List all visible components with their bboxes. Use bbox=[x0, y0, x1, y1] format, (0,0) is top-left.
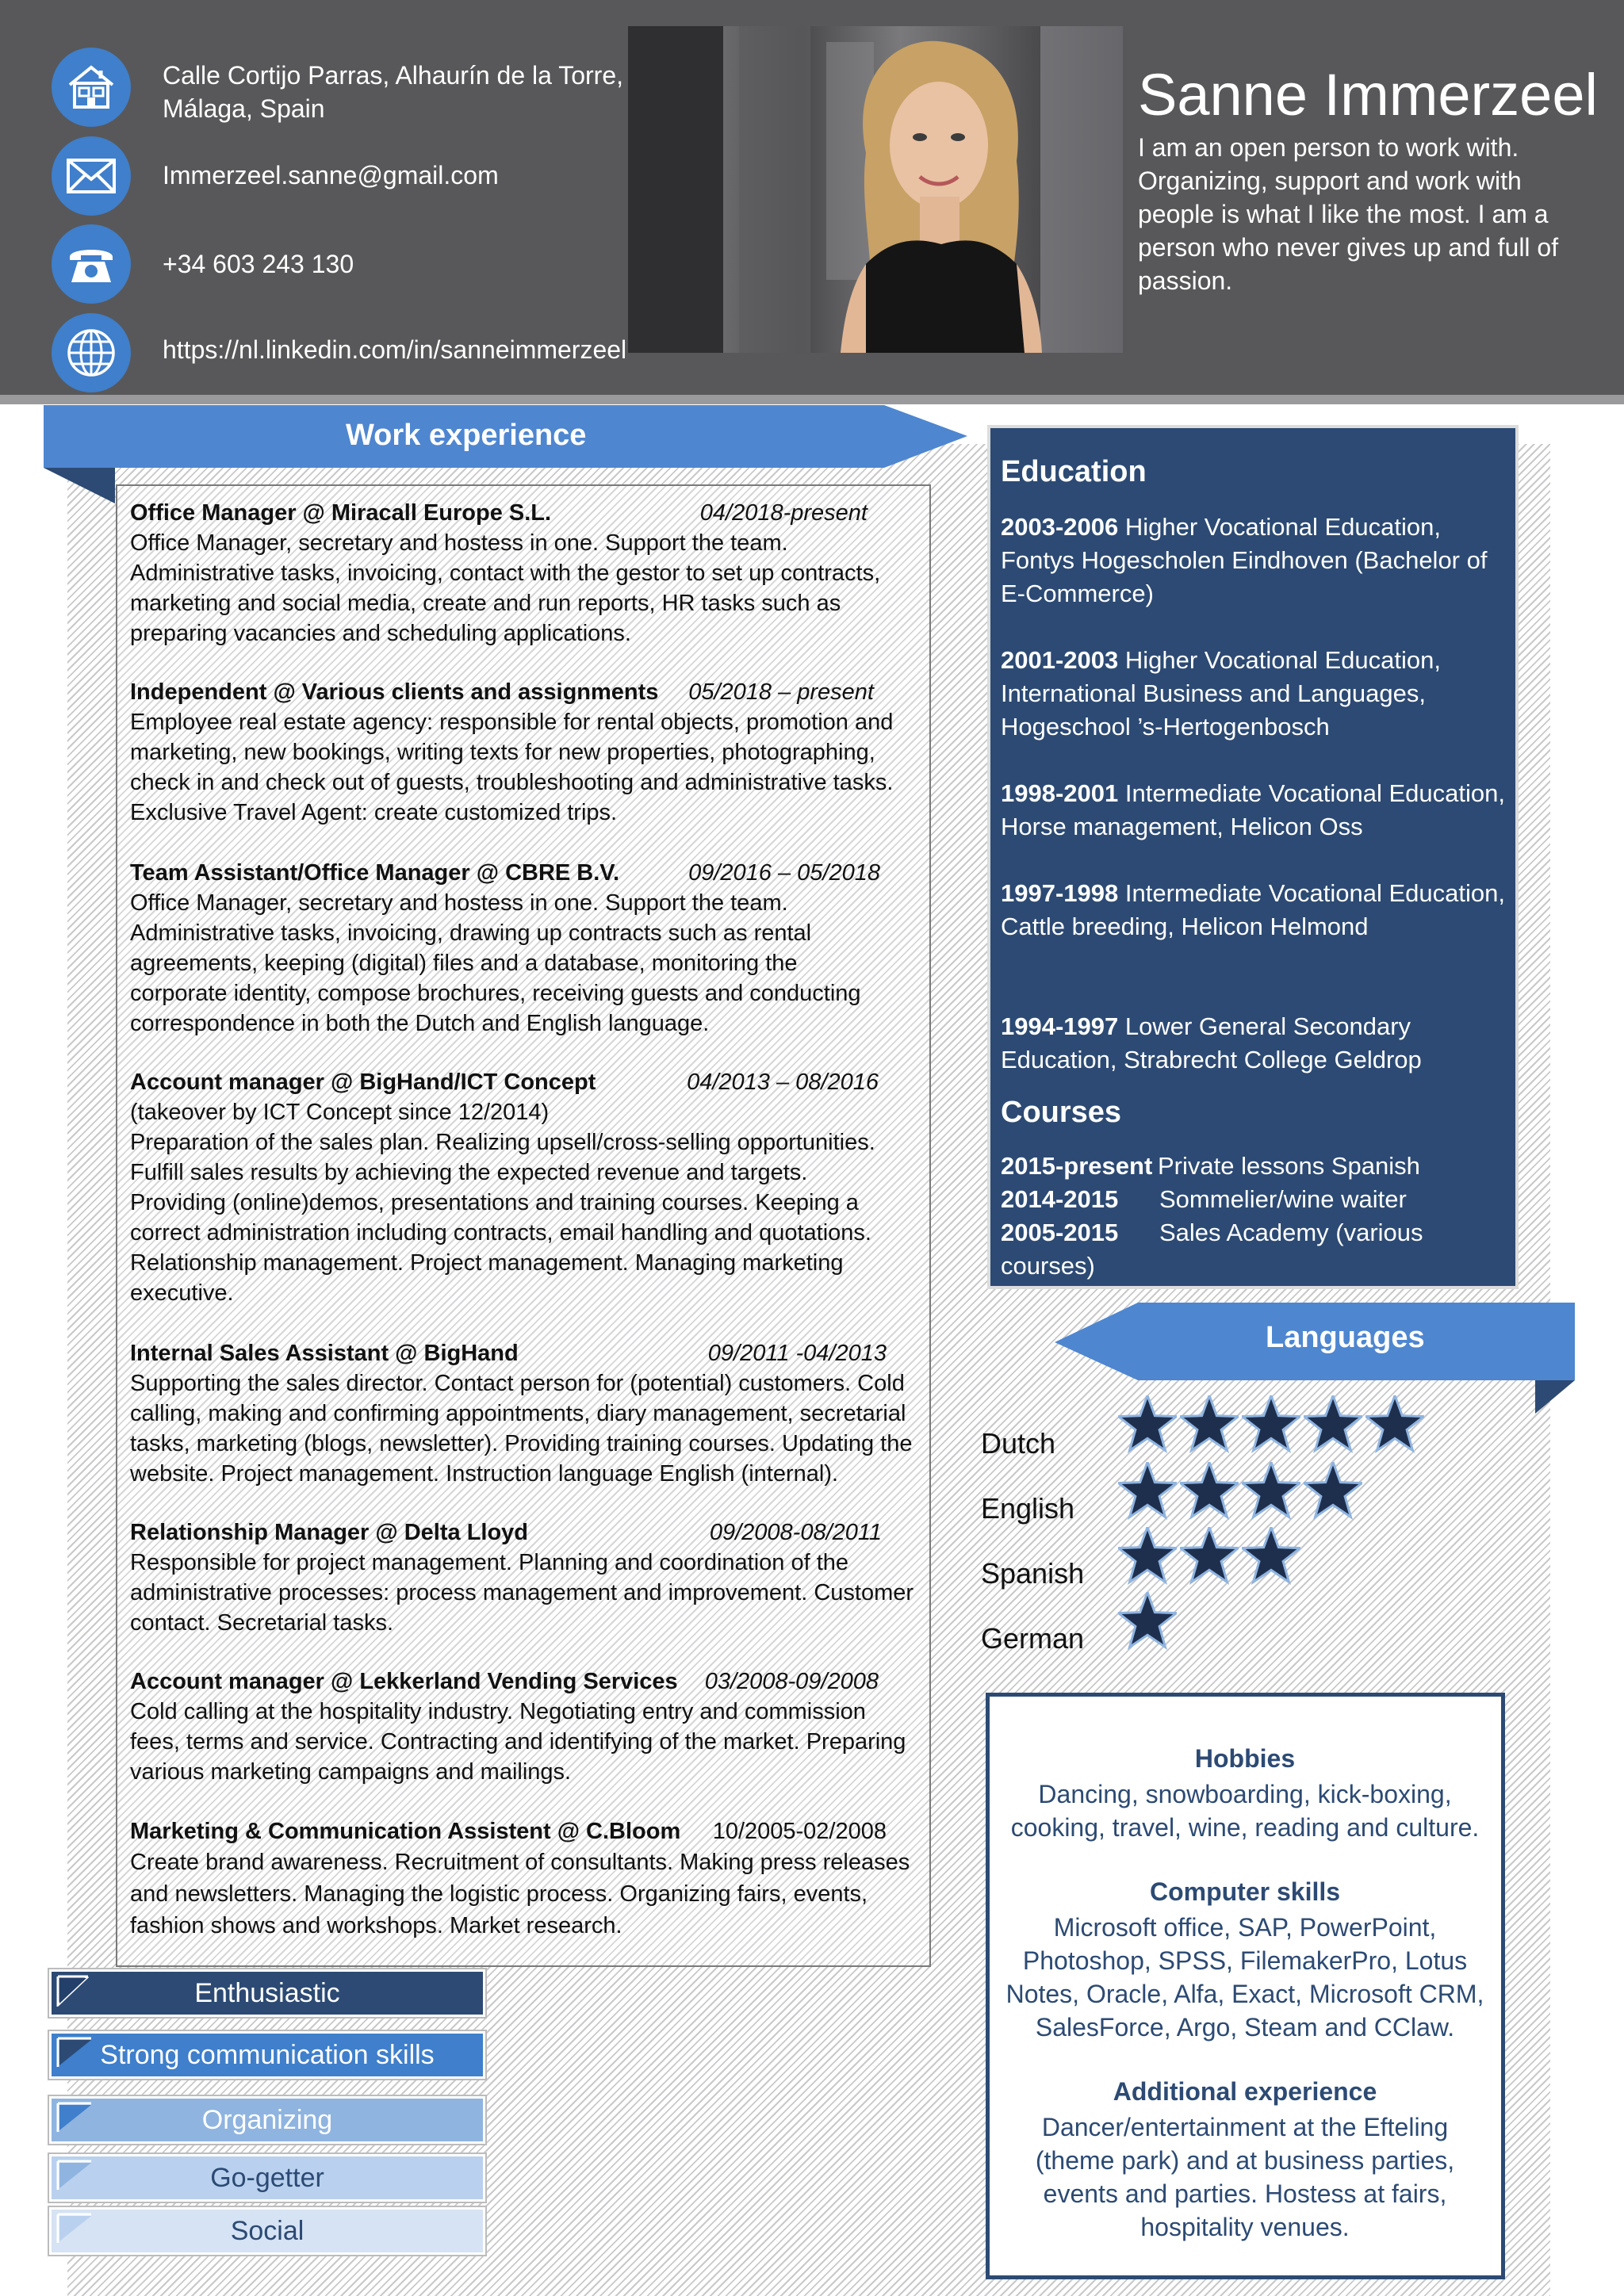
language-name: English bbox=[981, 1492, 1075, 1525]
trait-label: Go-getter bbox=[210, 2162, 324, 2193]
language-stars bbox=[1118, 1462, 1365, 1521]
phone-text[interactable]: +34 603 243 130 bbox=[163, 250, 354, 278]
globe-icon bbox=[66, 327, 117, 378]
education-text: Lower General Secondary Education, Strabrecht College Geldrop bbox=[1001, 1012, 1422, 1073]
envelope-icon bbox=[67, 159, 116, 193]
rating-star-icon bbox=[1304, 1395, 1362, 1454]
trait-corner-icon bbox=[56, 2213, 94, 2244]
job-description: Cold calling at the hospitality industry. Negotiating entry and commission fees, terms and service. Contracting and identifying of the market. Preparing various marketing campaigns and mailings. bbox=[130, 1699, 906, 1785]
job-description: Employee real estate agency: responsible for rental objects, promotion and marketing, new bookings, writing texts for new properties, photographing, check in and check out of guests, troubleshooting and administrative tasks. Exclusive Travel Agent: create customized trips. bbox=[130, 710, 894, 825]
languages-heading: Languages bbox=[1266, 1321, 1425, 1354]
rating-star-icon bbox=[1365, 1395, 1424, 1454]
job-entry bbox=[130, 1517, 923, 1638]
language-name: Spanish bbox=[981, 1557, 1085, 1590]
additional-experience-title: Additional experience bbox=[1113, 2077, 1377, 2106]
trait-label: Strong communication skills bbox=[100, 2039, 435, 2070]
course-item bbox=[1001, 1183, 1407, 1216]
trait-label: Organizing bbox=[201, 2104, 333, 2135]
job-title: Independent @ Various clients and assignments bbox=[130, 679, 659, 705]
hobbies-text: Dancing, snowboarding, kick-boxing, cooking, travel, wine, reading and culture. bbox=[1010, 1780, 1480, 1842]
website-icon-circle bbox=[52, 313, 131, 392]
courses-heading: Courses bbox=[1001, 1096, 1122, 1129]
course-text: Sommelier/wine waiter bbox=[1159, 1185, 1407, 1213]
job-description: Office Manager, secretary and hostess in one. Support the team. Administrative tasks, invoicing, drawing up contracts such as rental agreements, keeping (digital) files and a database, monitoring the corporate identity, compose brochures, receiving guests and conducting correspondence in both the Dutch and English language. bbox=[130, 890, 861, 1036]
trait-enthusiastic bbox=[49, 1969, 485, 2017]
job-date: 04/2018-present bbox=[699, 500, 868, 526]
course-years: 2015-present bbox=[1001, 1152, 1153, 1180]
education-text: Intermediate Vocational Education, Cattle breeding, Helicon Helmond bbox=[1001, 879, 1505, 940]
course-item bbox=[1001, 1150, 1420, 1183]
job-entry bbox=[130, 1667, 923, 1787]
address-line-2: Málaga, Spain bbox=[163, 94, 325, 123]
language-name: Dutch bbox=[981, 1427, 1056, 1460]
education-text: Higher Vocational Education, Fontys Hogescholen Eindhoven (Bachelor of E-Commerce) bbox=[1001, 513, 1488, 607]
course-continuation: courses) bbox=[1001, 1252, 1095, 1280]
trait-communication bbox=[49, 2031, 485, 2079]
education-item bbox=[1001, 1010, 1508, 1077]
job-date: 10/2005-02/2008 bbox=[712, 1819, 887, 1844]
course-text: Private lessons Spanish bbox=[1158, 1152, 1420, 1180]
trait-corner-icon bbox=[56, 2160, 94, 2191]
education-item bbox=[1001, 511, 1508, 610]
job-description: Responsible for project management. Planning and coordination of the administrative processes: process management and improvement. Customer contact. Secretarial tasks. bbox=[130, 1550, 914, 1636]
job-entry bbox=[130, 1338, 923, 1489]
job-title: Account manager @ Lekkerland Vending Services bbox=[130, 1669, 678, 1694]
job-date: 05/2018 – present bbox=[688, 679, 874, 705]
course-years: 2005-2015 bbox=[1001, 1219, 1119, 1246]
job-entry bbox=[130, 1067, 923, 1308]
job-entry bbox=[130, 858, 923, 1039]
candidate-name: Sanne Immerzeel bbox=[1138, 62, 1598, 128]
job-date: 04/2013 – 08/2016 bbox=[687, 1070, 879, 1095]
computer-skills-text: Microsoft office, SAP, PowerPoint, Photoshop, SPSS, FilemakerPro, Lotus Notes, Oracle, Alfa, Exact, Microsoft CRM, SalesForce, Argo, Steam and CClaw. bbox=[1005, 1913, 1484, 2042]
trait-corner-icon bbox=[56, 2102, 94, 2133]
trait-label: Social bbox=[230, 2215, 304, 2246]
job-date: 09/2008-08/2011 bbox=[709, 1520, 882, 1545]
education-item bbox=[1001, 644, 1508, 744]
rating-star-icon bbox=[1118, 1527, 1177, 1586]
job-title: Account manager @ BigHand/ICT Concept bbox=[130, 1070, 596, 1095]
education-item bbox=[1001, 777, 1508, 844]
education-text: Intermediate Vocational Education, Horse management, Helicon Oss bbox=[1001, 779, 1505, 840]
job-title: Team Assistant/Office Manager @ CBRE B.V. bbox=[130, 860, 620, 886]
house-icon bbox=[67, 64, 116, 110]
job-description: Office Manager, secretary and hostess in one. Support the team. Administrative tasks, invoicing, contact with the gestor to set up contracts, marketing and social media, create and run reports, HR tasks such as preparing vacancies and scheduling applications. bbox=[130, 530, 881, 646]
job-entry bbox=[130, 1816, 923, 1942]
job-title: Office Manager @ Miracall Europe S.L. bbox=[130, 500, 552, 526]
job-date: 09/2016 – 05/2018 bbox=[688, 860, 880, 886]
hobbies-title: Hobbies bbox=[1194, 1744, 1296, 1773]
trait-corner-icon bbox=[56, 2037, 94, 2068]
job-date: 09/2011 -04/2013 bbox=[707, 1341, 887, 1366]
address-icon-circle bbox=[52, 48, 131, 127]
intro-text: I am an open person to work with. Organizing, support and work with people is what I like the most. I am a person who never gives up and full of passion. bbox=[1138, 133, 1559, 295]
job-description: (takeover by ICT Concept since 12/2014) Preparation of the sales plan. Realizing upsell/cross-selling opportunities. Fulfill sales results by achieving the expected revenue and targets. Providing (online)demos, presentations and training courses. Keeping a correct administration including contracts, email handling and quotations. Relationship management. Project management. Managing marketing executive. bbox=[130, 1100, 875, 1306]
education-years: 1997-1998 bbox=[1001, 879, 1119, 907]
rating-star-icon bbox=[1180, 1462, 1239, 1521]
rating-star-icon bbox=[1118, 1462, 1177, 1521]
email-icon-circle bbox=[52, 136, 131, 216]
rating-star-icon bbox=[1118, 1395, 1177, 1454]
education-text: Higher Vocational Education, International Business and Languages, Hogeschool ’s-Hertogenbosch bbox=[1001, 646, 1441, 740]
education-years: 1998-2001 bbox=[1001, 779, 1119, 807]
job-description: Create brand awareness. Recruitment of consultants. Making press releases and newsletters. Managing the logistic process. Organizing fairs, events, fashion shows and workshops. Market research. bbox=[130, 1850, 910, 1938]
job-title: Marketing & Communication Assistent @ C.Bloom bbox=[130, 1819, 681, 1844]
trait-go-getter bbox=[49, 2154, 485, 2202]
work-heading: Work experience bbox=[346, 419, 587, 452]
course-text: Sales Academy (various bbox=[1159, 1219, 1423, 1246]
rating-star-icon bbox=[1242, 1462, 1300, 1521]
education-years: 2003-2006 bbox=[1001, 513, 1119, 541]
computer-skills-title: Computer skills bbox=[1149, 1877, 1341, 1906]
trait-social bbox=[49, 2207, 485, 2255]
rating-star-icon bbox=[1118, 1592, 1177, 1651]
rating-star-icon bbox=[1242, 1395, 1300, 1454]
trait-corner-icon bbox=[56, 1975, 94, 2007]
trait-organizing bbox=[49, 2096, 485, 2144]
language-stars bbox=[1118, 1592, 1180, 1651]
phone-icon bbox=[67, 243, 116, 285]
course-years: 2014-2015 bbox=[1001, 1185, 1119, 1213]
job-title: Internal Sales Assistant @ BigHand bbox=[130, 1341, 519, 1366]
job-date: 03/2008-09/2008 bbox=[704, 1669, 879, 1694]
rating-star-icon bbox=[1304, 1462, 1362, 1521]
website-link[interactable]: https://nl.linkedin.com/in/sanneimmerzeel bbox=[163, 335, 627, 364]
education-item bbox=[1001, 877, 1508, 943]
header-divider bbox=[0, 395, 1624, 404]
profile-photo bbox=[628, 26, 1123, 353]
rating-star-icon bbox=[1180, 1527, 1239, 1586]
phone-icon-circle bbox=[52, 224, 131, 304]
rating-star-icon bbox=[1242, 1527, 1300, 1586]
education-years: 2001-2003 bbox=[1001, 646, 1119, 674]
language-stars bbox=[1118, 1527, 1304, 1586]
additional-experience-text: Dancer/entertainment at the Efteling (theme park) and at business parties, events and parties. Hostess at fairs, hospitality venues. bbox=[1035, 2113, 1455, 2241]
trait-label: Enthusiastic bbox=[194, 1977, 340, 2008]
language-name: German bbox=[981, 1622, 1085, 1655]
job-title: Relationship Manager @ Delta Lloyd bbox=[130, 1520, 529, 1545]
education-years: 1994-1997 bbox=[1001, 1012, 1119, 1040]
job-entry bbox=[130, 498, 923, 649]
address-line-1: Calle Cortijo Parras, Alhaurín de la Torre, bbox=[163, 61, 624, 90]
job-description: Supporting the sales director. Contact person for (potential) customers. Cold calling, making and confirming appointments, diary management, secretarial tasks, marketing (blogs, newsletter). Providing training courses. Updating the website. Project management. Instruction language English (internal). bbox=[130, 1371, 913, 1487]
language-stars bbox=[1118, 1395, 1427, 1454]
education-heading: Education bbox=[1001, 455, 1147, 488]
course-item bbox=[1001, 1216, 1423, 1249]
rating-star-icon bbox=[1180, 1395, 1239, 1454]
job-entry bbox=[130, 677, 923, 828]
email-text[interactable]: Immerzeel.sanne@gmail.com bbox=[163, 161, 499, 189]
